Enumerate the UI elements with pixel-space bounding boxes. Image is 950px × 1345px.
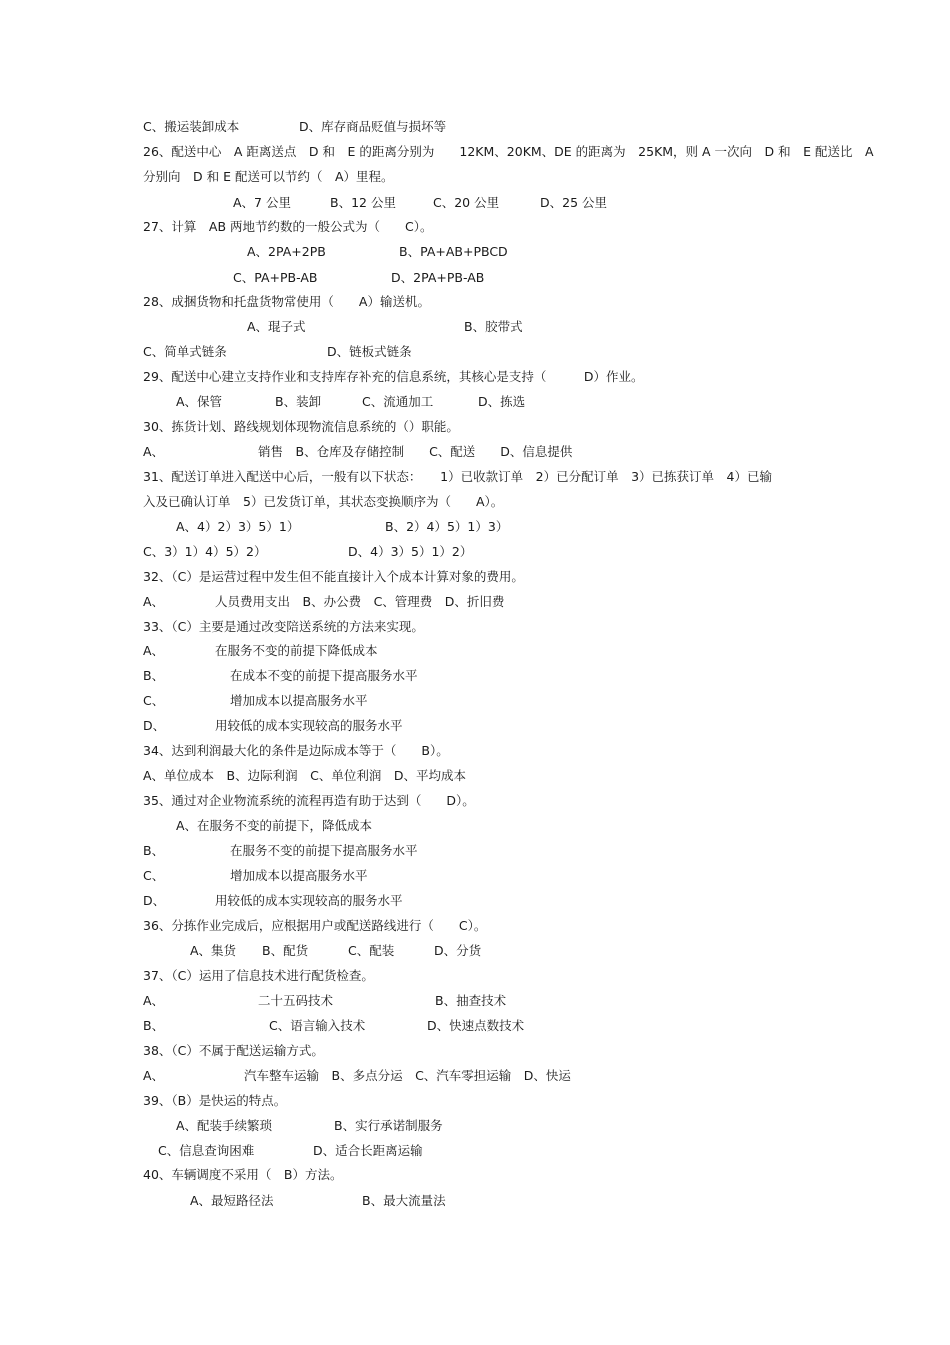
text-line: C、信息查询困难	[158, 1143, 255, 1158]
text-line: B、PA+AB+PBCD	[399, 244, 508, 259]
text-line: A、单位成本 B、边际利润 C、单位利润 D、平均成本	[143, 768, 466, 783]
text-line: B、	[143, 843, 165, 858]
text-line: D、分货	[434, 943, 482, 958]
text-line: 37、（C）运用了信息技术进行配货检查。	[143, 968, 374, 983]
text-line: A、琨子式	[247, 319, 306, 334]
text-line: A、保管	[176, 394, 223, 409]
text-line: A、配装手续繁琐	[176, 1118, 273, 1133]
text-line: C、流通加工	[362, 394, 434, 409]
text-line: C、PA+PB-AB	[233, 270, 318, 285]
text-line: D、25 公里	[540, 195, 608, 210]
text-line: D、2PA+PB-AB	[391, 270, 485, 285]
text-line: 30、拣货计划、路线规划体现物流信息系统的（）职能。	[143, 419, 459, 434]
text-line: 39、（B）是快运的特点。	[143, 1093, 287, 1108]
text-line: B、配货	[262, 943, 309, 958]
text-line: C、	[143, 693, 165, 708]
text-line: B、装卸	[275, 394, 322, 409]
text-line: D、4）3）5）1）2）	[348, 544, 473, 559]
text-line: B、2）4）5）1）3）	[385, 519, 509, 534]
text-line: 二十五码技术	[258, 993, 334, 1008]
text-line: 在服务不变的前提下降低成本	[215, 643, 378, 658]
text-line: B、	[143, 668, 165, 683]
text-line: 35、通过对企业物流系统的流程再造有助于达到（ D）。	[143, 793, 475, 808]
text-line: 入及已确认订单 5）已发货订单，其状态变换顺序为（ A）。	[143, 494, 504, 509]
text-line: A、7 公里	[233, 195, 291, 210]
text-line: 29、配送中心建立支持作业和支持库存补充的信息系统，其核心是支持（ D）作业。	[143, 369, 644, 384]
text-line: 增加成本以提高服务水平	[230, 868, 368, 883]
text-line: A、在服务不变的前提下，降低成本	[176, 818, 373, 833]
text-line: 36、分拣作业完成后，应根据用户或配送路线进行（ C）。	[143, 918, 487, 933]
text-line: 34、达到利润最大化的条件是边际成本等于（ B）。	[143, 743, 449, 758]
text-line: 汽车整车运输 B、多点分运 C、汽车零担运输 D、快运	[244, 1068, 571, 1083]
text-line: A、	[143, 444, 165, 459]
text-line: 用较低的成本实现较高的服务水平	[215, 893, 403, 908]
text-line: C、简单式链条	[143, 344, 227, 359]
text-line: B、胶带式	[464, 319, 523, 334]
text-line: B、实行承诺制服务	[334, 1118, 443, 1133]
text-line: C、20 公里	[433, 195, 500, 210]
text-line: 27、计算 AB 两地节约数的一般公式为（ C）。	[143, 219, 433, 234]
text-line: 33、（C）主要是通过改变陪送系统的方法来实现。	[143, 619, 424, 634]
text-line: 38、（C）不属于配送运输方式。	[143, 1043, 324, 1058]
text-line: A、最短路径法	[190, 1193, 274, 1208]
text-line: D、拣选	[478, 394, 526, 409]
text-line: C、3）1）4）5）2）	[143, 544, 267, 559]
text-line: A、4）2）3）5）1）	[176, 519, 300, 534]
text-line: 31、配送订单进入配送中心后，一般有以下状态： 1）已收款订单 2）已分配订单 3）已拣获订单 4）已输	[143, 469, 772, 484]
text-line: 在服务不变的前提下提高服务水平	[230, 843, 418, 858]
text-line: 在成本不变的前提下提高服务水平	[230, 668, 418, 683]
text-line: A、	[143, 594, 165, 609]
text-line: C、语言输入技术	[269, 1018, 366, 1033]
text-line: B、12 公里	[330, 195, 396, 210]
text-line: 人员费用支出 B、办公费 C、管理费 D、折旧费	[215, 594, 505, 609]
text-line: 32、（C）是运营过程中发生但不能直接计入个成本计算对象的费用。	[143, 569, 524, 584]
text-line: C、	[143, 868, 165, 883]
text-line: A、	[143, 993, 165, 1008]
text-line: B、最大流量法	[362, 1193, 446, 1208]
text-line: A、集货	[190, 943, 237, 958]
text-line: 26、配送中心 A 距离送点 D 和 E 的距离分别为 12KM、20KM、DE 的距离为 25KM，则 A 一次向 D 和 E 配送比 A	[143, 144, 874, 159]
text-line: D、库存商品贬值与损坏等	[299, 119, 447, 134]
text-line: 40、车辆调度不采用（ B）方法。	[143, 1167, 343, 1182]
text-line: C、搬运装卸成本	[143, 119, 240, 134]
text-line: D、	[143, 718, 166, 733]
text-line: 用较低的成本实现较高的服务水平	[215, 718, 403, 733]
text-line: D、链板式链条	[327, 344, 412, 359]
text-line: D、快速点数技术	[427, 1018, 525, 1033]
text-line: C、配装	[348, 943, 395, 958]
text-line: A、	[143, 643, 165, 658]
text-line: 28、成捆货物和托盘货物常使用（ A）输送机。	[143, 294, 430, 309]
text-line: D、适合长距离运输	[313, 1143, 423, 1158]
text-line: 增加成本以提高服务水平	[230, 693, 368, 708]
text-line: 分别向 D 和 E 配送可以节约（ A）里程。	[143, 169, 394, 184]
text-line: 销售 B、仓库及存储控制 C、配送 D、信息提供	[258, 444, 573, 459]
text-line: B、抽查技术	[435, 993, 507, 1008]
text-line: B、	[143, 1018, 165, 1033]
text-line: D、	[143, 893, 166, 908]
text-line: A、	[143, 1068, 165, 1083]
text-line: A、2PA+2PB	[247, 244, 326, 259]
